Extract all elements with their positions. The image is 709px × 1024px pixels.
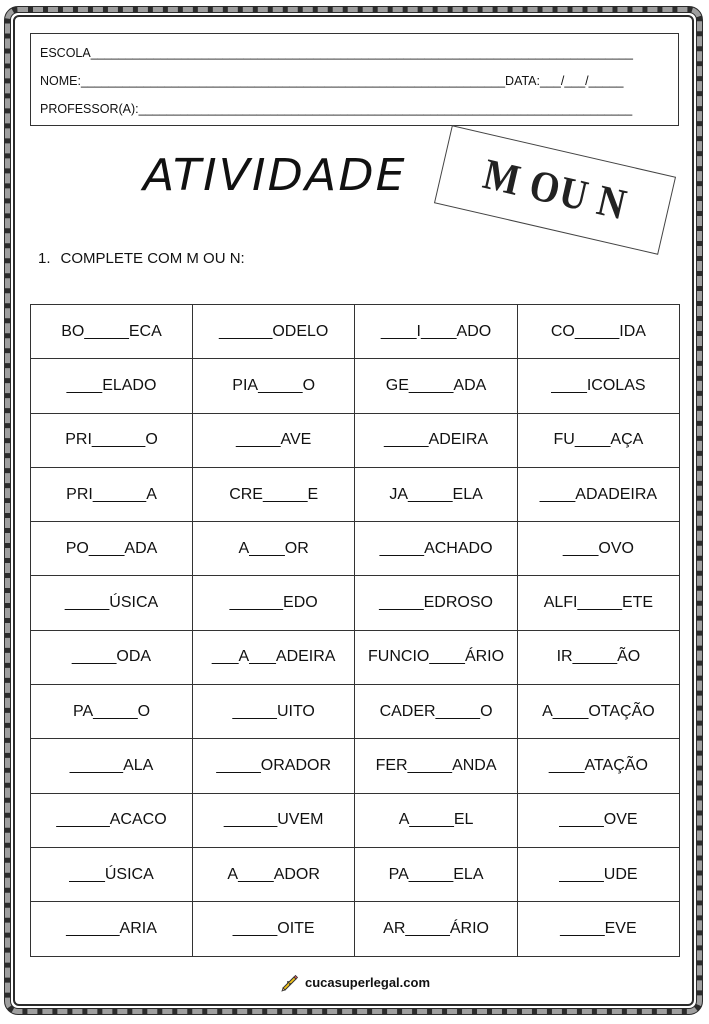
word-cell: A____OTAÇÃO [517,685,679,739]
word-cell: _____ÚSICA [31,576,193,630]
grid-row [31,576,680,630]
name-date-field: NOME:_____________________________________________________________DATA:___/___/_____ [40,74,624,88]
word-cell: _____ADEIRA [355,413,518,467]
word-cell: _____OVE [517,793,679,847]
footer-site: cucasuperlegal.com [305,974,430,990]
word-cell: ______ARIA [31,902,193,956]
word-cell: _____EDROSO [355,576,518,630]
word-cell: FUNCIO____ÁRIO [355,630,518,684]
grid-row [31,413,680,467]
grid-row [31,739,680,793]
word-cell: BO_____ECA [31,305,193,359]
instruction-text: COMPLETE COM M OU N: [60,250,245,267]
grid-row [31,902,680,956]
footer [0,972,709,992]
word-cell: _____OITE [193,902,355,956]
word-cell: _____UDE [517,847,679,901]
word-cell: CO_____IDA [517,305,679,359]
word-cell: FER_____ANDA [355,739,518,793]
grid-row [31,359,680,413]
word-cell: _____AVE [193,413,355,467]
grid-row [31,793,680,847]
word-grid [30,304,680,957]
word-cell: GE_____ADA [355,359,518,413]
word-cell: AR_____ÁRIO [355,902,518,956]
school-field: ESCOLA______________________________________________________________________________ [40,46,633,60]
word-cell: ____I____ADO [355,305,518,359]
word-cell: PO____ADA [31,522,193,576]
word-cell: CRE_____E [193,467,355,521]
word-cell: PIA_____O [193,359,355,413]
word-cell: PA_____ELA [355,847,518,901]
stamp-text: M OU N [478,150,632,230]
word-cell: ____OVO [517,522,679,576]
word-cell: A____ADOR [193,847,355,901]
instruction-number: 1. [38,250,51,267]
grid-row [31,305,680,359]
page-title: ATIVIDADE [143,150,407,201]
word-cell: ______ODELO [193,305,355,359]
pencil-mascot-icon [279,972,299,992]
word-cell: ____ICOLAS [517,359,679,413]
grid-row [31,522,680,576]
word-cell: A____OR [193,522,355,576]
grid-row [31,847,680,901]
grid-row [31,630,680,684]
header-info-box [30,33,679,126]
grid-row [31,685,680,739]
word-cell: ______ALA [31,739,193,793]
word-cell: ____ATAÇÃO [517,739,679,793]
word-cell: JA_____ELA [355,467,518,521]
word-cell: ______EDO [193,576,355,630]
word-cell: ____ELADO [31,359,193,413]
word-cell: IR_____ÃO [517,630,679,684]
word-cell: CADER_____O [355,685,518,739]
word-cell: ____ÚSICA [31,847,193,901]
word-cell: _____ACHADO [355,522,518,576]
grid-row [31,467,680,521]
word-cell: PRI______A [31,467,193,521]
word-cell: PRI______O [31,413,193,467]
word-cell: _____UITO [193,685,355,739]
word-cell: _____ORADOR [193,739,355,793]
word-cell: _____EVE [517,902,679,956]
word-cell: _____ODA [31,630,193,684]
word-cell: ALFI_____ETE [517,576,679,630]
word-cell: A_____EL [355,793,518,847]
teacher-field: PROFESSOR(A):_______________________________________________________________________ [40,102,633,116]
word-cell: ______ACACO [31,793,193,847]
word-cell: ______UVEM [193,793,355,847]
word-cell: ___A___ADEIRA [193,630,355,684]
word-cell: ____ADADEIRA [517,467,679,521]
word-cell: FU____AÇA [517,413,679,467]
instruction [38,250,245,267]
word-cell: PA_____O [31,685,193,739]
